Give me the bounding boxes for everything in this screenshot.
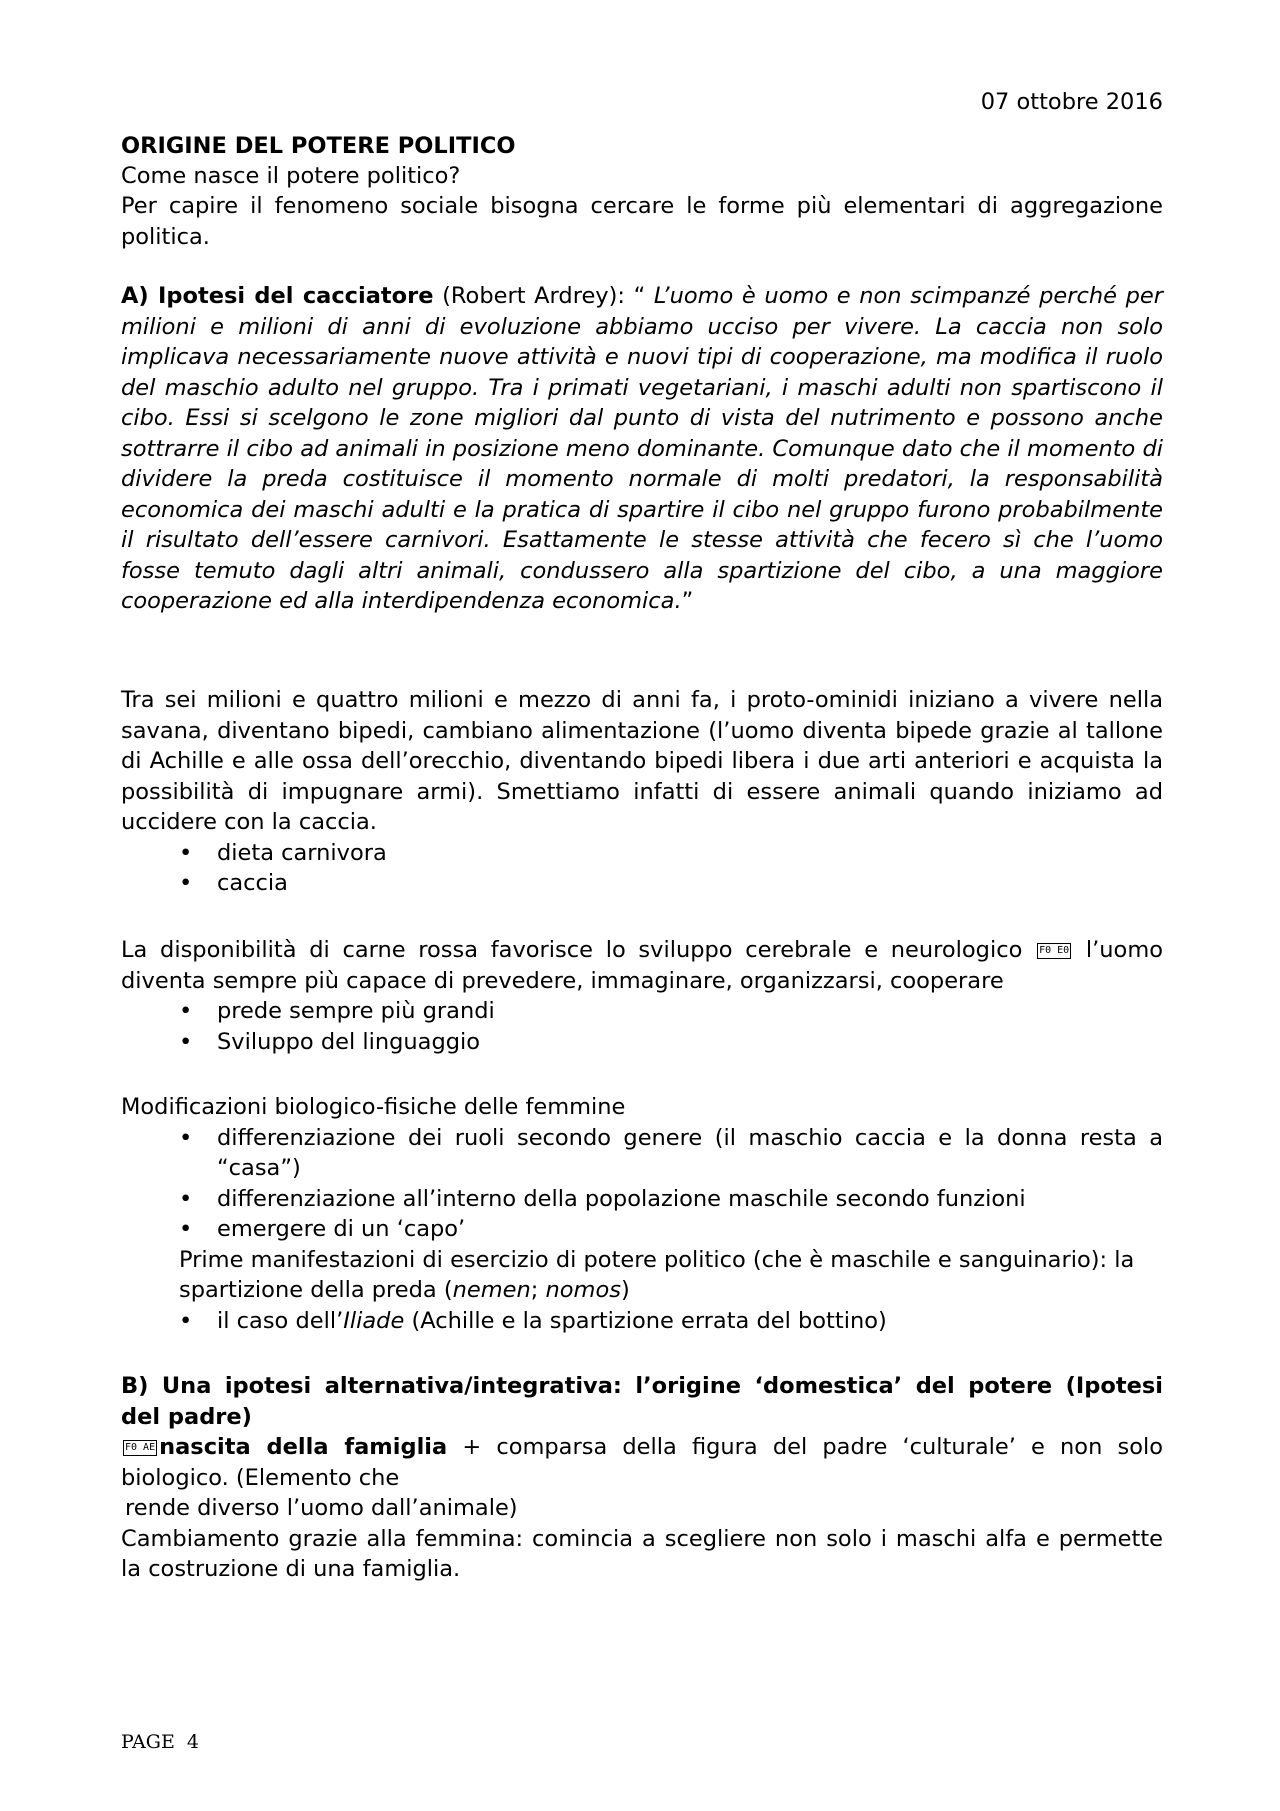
savana-list [121,838,1163,899]
section-a-paragraph [121,281,1163,617]
term-nomos: nomos [545,1277,621,1303]
list-item: • differenziazione all’interno della popolazione maschile secondo funzioni [121,1184,1163,1215]
section-b-rest: + comparsa della figura del padre ‘culturale’ e non solo biologico. (Elemento che [121,1434,1163,1491]
section-b-line [121,1432,1163,1493]
iliade-text-before: il caso dell’ [217,1307,344,1334]
iliade-list [121,1306,1163,1337]
document-date: 07 ottobre 2016 [980,89,1163,115]
carne-paragraph [121,935,1163,996]
section-a-quote: L’uomo è uomo e non scimpanzé perché per milioni e milioni di anni di evoluzione abbiamo ucciso per vivere. La caccia non solo implicava necessariamente nuove attività e nuovi tipi di cooperazione, ma modifica il ruolo del maschio adulto nel gruppo. Tra i primati vegetariani, i maschi adulti non spartiscono il cibo. Essi si scelgono le zone migliori dal punto di vista del nutrimento e possono anche sottrarre il cibo ad animali in posizione meno dominante. Comunque dato che il momento di dividere la preda costituisce il momento normale di molti predatori, la responsabilità economica dei maschi adulti e la pratica di spartire il cibo nel gruppo furono probabilmente il risultato dell’essere carnivori. Esattamente le stesse attività che fecero sì che l’uomo fosse temuto dagli altri animali, condussero alla spartizione del cibo, a una maggiore cooperazione ed alla interdipendenza economica. [121,283,1163,614]
carne-text-before: La disponibilità di carne rossa favorisce lo sviluppo cerebrale e neurologico [121,937,1036,963]
femmine-block [121,1092,1163,1336]
term-separator: ; [530,1277,546,1303]
page-footer [121,1727,199,1758]
section-b-bold: nascita della famiglia [159,1434,448,1460]
carne-text-after: l’uomo diventa sempre più capace di prevedere, immaginare, organizzarsi, cooperare [121,937,1163,994]
term-nemen: nemen [452,1277,531,1303]
section-b-block [121,1371,1163,1585]
page-number: 4 [186,1731,199,1753]
iliade-text-after: (Achille e la spartizione errata del bottino) [404,1307,887,1334]
document-title: ORIGINE DEL POTERE POLITICO [121,133,516,159]
section-b-conclusion: Cambiamento grazie alla femmina: comincia a scegliere non solo i maschi alfa e permette la costruzione di una famiglia. [121,1525,1163,1582]
iliade-title: Iliade [343,1307,405,1334]
subparagraph-text: Prime manifestazioni di esercizio di potere politico (che è maschile e sanguinario): la spartizione della preda ( [179,1246,1135,1303]
section-a-label: A) Ipotesi del cacciatore [121,283,434,309]
savana-block [121,685,1163,899]
list-item [121,1306,1163,1337]
section-b-heading: B) Una ipotesi alternativa/integrativa: l’origine ‘domestica’ del potere (Ipotesi del padre) [121,1373,1163,1430]
list-item: • dieta carnivora [121,838,1163,869]
intro-paragraph: Per capire il fenomeno sociale bisogna cercare le forme più elementari di aggregazione politica. [121,193,1163,250]
list-item: • differenziazione dei ruoli secondo genere (il maschio caccia e la donna resta a “casa”) [121,1123,1163,1184]
list-item: • prede sempre più grandi [121,996,1163,1027]
femmine-list [121,1123,1163,1245]
carne-list [121,996,1163,1057]
section-a-author: (Robert Ardrey): “ [433,283,646,309]
list-item: • caccia [121,868,1163,899]
savana-paragraph: Tra sei milioni e quattro milioni e mezzo di anni fa, i proto-ominidi iniziano a vivere nella savana, diventano bipedi, cambiano alimentazione (l’uomo diventa bipede grazie al tallone di Achille e alle ossa dell’orecchio, diventando bipedi libera i due arti anteriori e acquista la possibilità di impugnare armi). Smettiamo infatti di essere animali quando iniziamo ad uccidere con la caccia. [121,687,1163,835]
term-close: ) [620,1277,630,1303]
arrow-glyph-icon: F0 AE [123,1440,157,1456]
carne-block [121,935,1163,1057]
section-b-line-2: rende diverso l’uomo dall’animale) [125,1495,518,1521]
femmine-heading: Modificazioni biologico-fisiche delle femmine [121,1094,626,1120]
list-item: • Sviluppo del linguaggio [121,1027,1163,1058]
section-a-quote-close: ” [681,588,694,614]
list-item: • emergere di un ‘capo’ [121,1214,1163,1245]
arrow-glyph-icon: F0 E0 [1037,943,1071,959]
intro-question: Come nasce il potere politico? [121,163,461,189]
femmine-subparagraph [121,1245,1163,1306]
page-label: PAGE [121,1731,175,1753]
